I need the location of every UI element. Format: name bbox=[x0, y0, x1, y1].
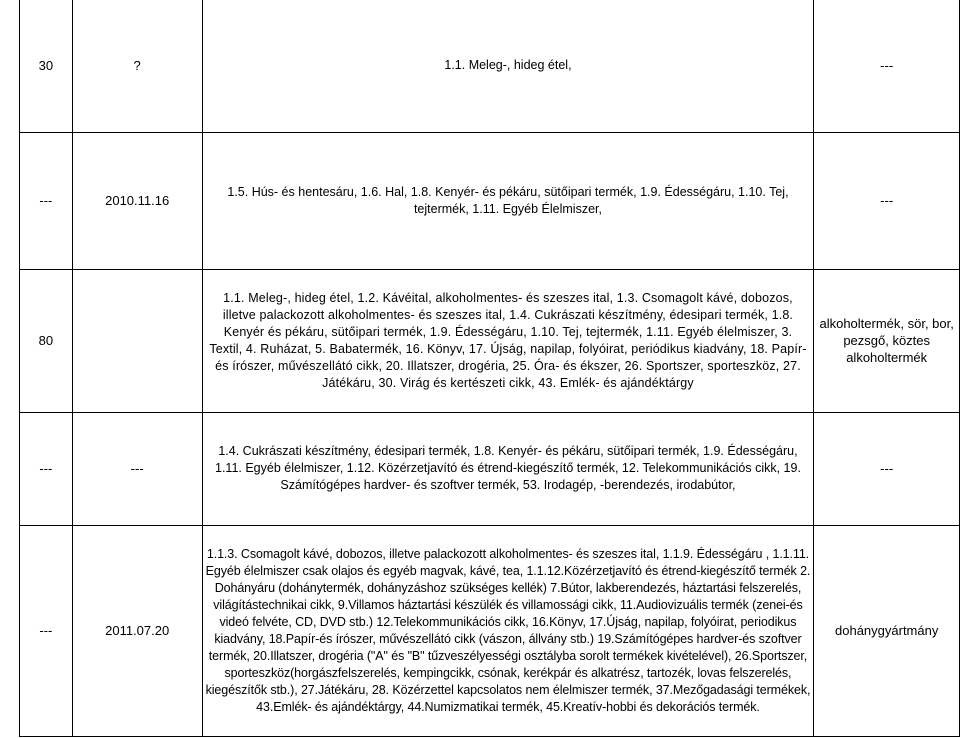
table-row bbox=[20, 269, 960, 412]
date-cell: --- bbox=[72, 412, 202, 525]
row-number-cell: 30 bbox=[20, 0, 73, 132]
row-number-cell: --- bbox=[20, 525, 73, 736]
extra-products-cell: --- bbox=[814, 0, 960, 132]
date-cell: 2010.11.16 bbox=[72, 132, 202, 269]
product-list-cell: 1.1.3. Csomagolt kávé, dobozos, illetve palackozott alkoholmentes- és szeszes ital, 1.1.9. Édességáru , 1.1.11. Egyéb élelmiszer csak olajos és egyéb magvak, kávé, tea, 1.1.12.Közérzetjavító és étrend-kiegészítő termék 2. Dohányáru (dohánytermék, dohányzáshoz szükséges kellék) 7.Bútor, lakberendezés, háztartási felszerelés, világítástechnikai cikk, 9.Villamos háztartási készülék és villamossági cikk, 11.Audiovizuális termék (zenei-és videó felvéte, CD, DVD stb.) 12.Telekommunikációs cikk, 16.Könyv, 17.Újság, napilap, folyóirat, periodikus kiadvány, 18.Papír-és írószer, művészellátó cikk (vászon, állvány stb.) 19.Számítógépes hardver-és szoftver termék, 20.Illatszer, drogéria ("A" és "B" tűzveszélyességi osztályba sorolt termékek kivételével), 26.Sportszer, sporteszköz(horgászfelszerelés, kempingcikk, csónak, kerékpár és alkatrész, tartozék, lovas felszerelés, kiegészítők stb.), 27.Játékáru, 28. Közérzettel kapcsolatos nem élelmiszer termék, 37.Mezőgadasági termékek, 43.Emlék- és ajándéktárgy, 44.Numizmatikai termék, 45.Kreatív-hobbi és dekorációs termék. bbox=[202, 525, 814, 736]
extra-products-cell: dohánygyártmány bbox=[814, 525, 960, 736]
register-table bbox=[19, 0, 960, 737]
table-row bbox=[20, 412, 960, 525]
product-list-cell: 1.1. Meleg-, hideg étel, bbox=[202, 0, 814, 132]
date-cell: ? bbox=[72, 0, 202, 132]
date-cell bbox=[72, 269, 202, 412]
row-number-cell: --- bbox=[20, 132, 73, 269]
product-list-text: 1.1. Meleg-, hideg étel, 1.2. Kávéital, alkoholmentes- és szeszes ital, 1.3. Csomagolt kávé, dobozos, illetve palackozott alkoholmentes- és szeszes ital, 1.4. Cukrászati készítmény, édesipari termék, 1.8. Kenyér és pékáru, sütőipari termék, 1.9. Édességáru, 1.10. Tej, tejtermék, 1.11. Egyéb élelmiszer, 3. Textil, 4. Ruházat, 5. Babatermék, 16. Könyv, 17. Újság, napilap, folyóirat, periódikus kiadvány, 18. Papír- és írószer, művészellátó cikk, 20. Illatszer, drogéria, 25. Óra- és ékszer, 26. Sportszer, sporteszköz, 27. Játékáru, 30. Virág és kertészeti cikk, 43. Emlék- és ajándéktárgy bbox=[209, 290, 807, 390]
extra-products-cell: alkoholtermék, sör, bor, pezsgő, köztes alkoholtermék bbox=[814, 269, 960, 412]
date-cell: 2011.07.20 bbox=[72, 525, 202, 736]
table-row bbox=[20, 0, 960, 132]
product-list-cell: 1.4. Cukrászati készítmény, édesipari termék, 1.8. Kenyér- és pékáru, sütőipari termék, 1.9. Édességáru, 1.11. Egyéb élelmiszer, 1.12. Közérzetjavító és étrend-kiegészítő termék, 12. Telekommunikációs cikk, 19. Számítógépes hardver- és szoftver termék, 53. Irodagép, -berendezés, irodabútor, bbox=[202, 412, 814, 525]
product-list-cell: 1.5. Hús- és hentesáru, 1.6. Hal, 1.8. Kenyér- és pékáru, sütőipari termék, 1.9. Édességáru, 1.10. Tej, tejtermék, 1.11. Egyéb Élelmiszer, bbox=[202, 132, 814, 269]
row-number-cell: --- bbox=[20, 412, 73, 525]
product-list-cell bbox=[202, 269, 814, 412]
extra-products-cell: --- bbox=[814, 132, 960, 269]
table-row bbox=[20, 525, 960, 736]
table-row bbox=[20, 132, 960, 269]
row-number-cell: 80 bbox=[20, 269, 73, 412]
extra-products-cell: --- bbox=[814, 412, 960, 525]
